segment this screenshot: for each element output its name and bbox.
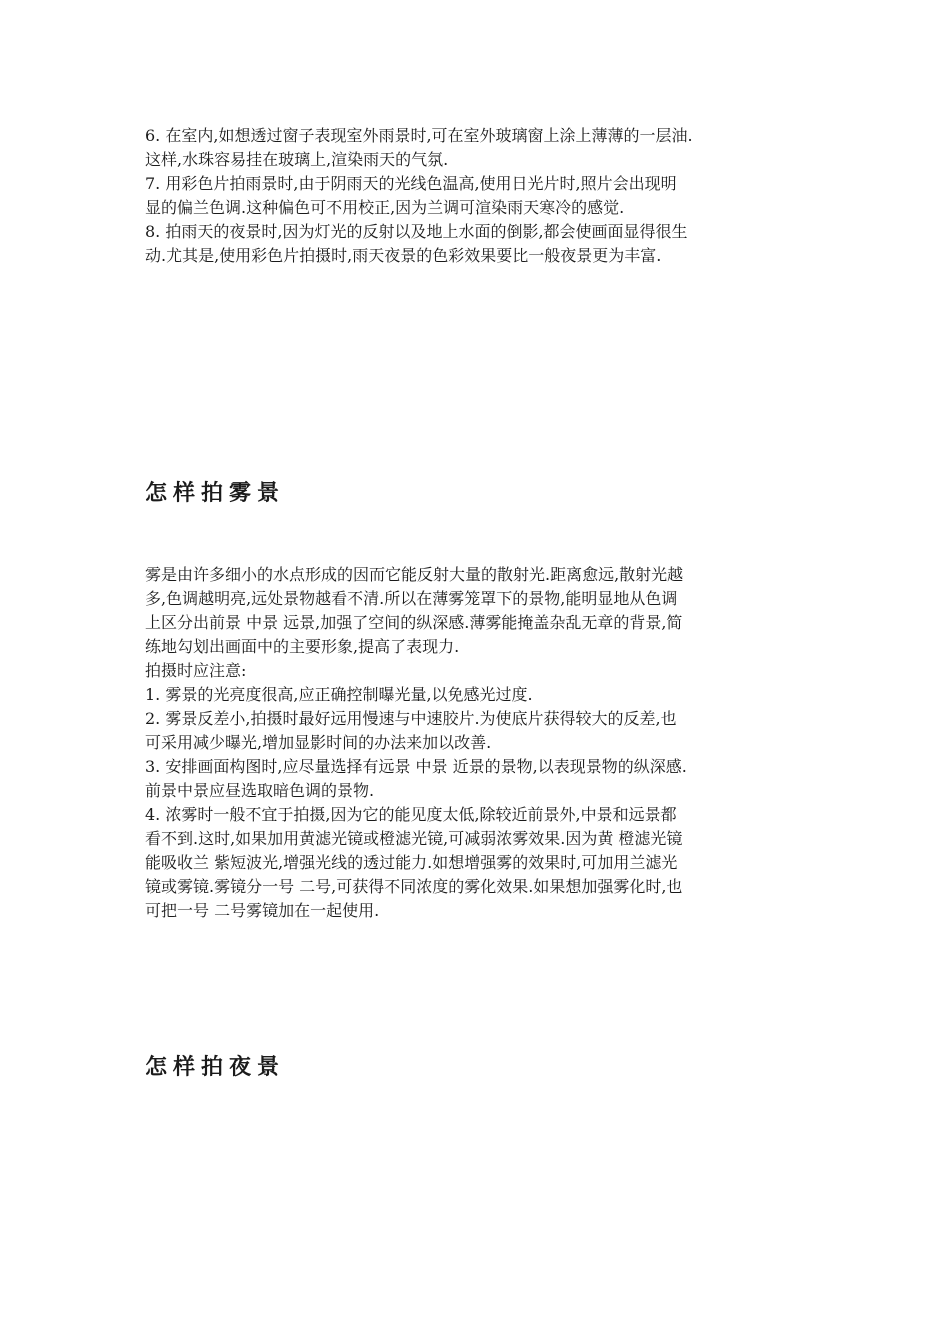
paragraph-line: 8. 拍雨天的夜景时,因为灯光的反射以及地上水面的倒影,都会使画面显得很生 — [145, 222, 688, 241]
paragraph-line: 7. 用彩色片拍雨景时,由于阴雨天的光线色温高,使用日光片时,照片会出现明 — [145, 174, 677, 193]
fog-section-body — [145, 563, 810, 923]
paragraph-line: 多,色调越明亮,远处景物越看不清.所以在薄雾笼罩下的景物,能明显地从色调 — [145, 589, 678, 608]
paragraph-line: 1. 雾景的光亮度很高,应正确控制曝光量,以免感光过度. — [145, 685, 533, 704]
paragraph-line: 看不到.这时,如果加用黄滤光镜或橙滤光镜,可减弱浓雾效果.因为黄 橙滤光镜 — [145, 829, 683, 848]
section-heading-fog: 怎样拍雾景 — [145, 481, 286, 506]
paragraph-line: 拍摄时应注意: — [145, 661, 247, 680]
paragraph-line: 3. 安排画面构图时,应尽量选择有远景 中景 近景的景物,以表现景物的纵深感. — [145, 757, 687, 776]
paragraph-line: 可把一号 二号雾镜加在一起使用. — [145, 901, 380, 920]
paragraph-line: 显的偏兰色调.这种偏色可不用校正,因为兰调可渲染雨天寒冷的感觉. — [145, 198, 625, 217]
paragraph-line: 雾是由许多细小的水点形成的因而它能反射大量的散射光.距离愈远,散射光越 — [145, 565, 684, 584]
paragraph-line: 可采用减少曝光,增加显影时间的办法来加以改善. — [145, 733, 492, 752]
paragraph-line: 这样,水珠容易挂在玻璃上,渲染雨天的气氛. — [145, 150, 449, 169]
paragraph-line: 4. 浓雾时一般不宜于拍摄,因为它的能见度太低,除较近前景外,中景和远景都 — [145, 805, 677, 824]
paragraph-line: 前景中景应昼选取暗色调的景物. — [145, 781, 375, 800]
paragraph-line: 练地勾划出画面中的主要形象,提高了表现力. — [145, 637, 460, 656]
paragraph-line: 能吸收兰 紫短波光,增强光线的透过能力.如想增强雾的效果时,可加用兰滤光 — [145, 853, 678, 872]
rain-tips-section — [145, 124, 810, 268]
paragraph-line: 镜或雾镜.雾镜分一号 二号,可获得不同浓度的雾化效果.如果想加强雾化时,也 — [145, 877, 683, 896]
paragraph-line: 2. 雾景反差小,拍摄时最好远用慢速与中速胶片.为使底片获得较大的反差,也 — [145, 709, 677, 728]
paragraph-line: 上区分出前景 中景 远景,加强了空间的纵深感.薄雾能掩盖杂乱无章的背景,简 — [145, 613, 683, 632]
paragraph-line: 6. 在室内,如想透过窗子表现室外雨景时,可在室外玻璃窗上涂上薄薄的一层油. — [145, 126, 693, 145]
section-heading-night: 怎样拍夜景 — [145, 1055, 286, 1080]
paragraph-line: 动.尤其是,使用彩色片拍摄时,雨天夜景的色彩效果要比一般夜景更为丰富. — [145, 246, 662, 265]
